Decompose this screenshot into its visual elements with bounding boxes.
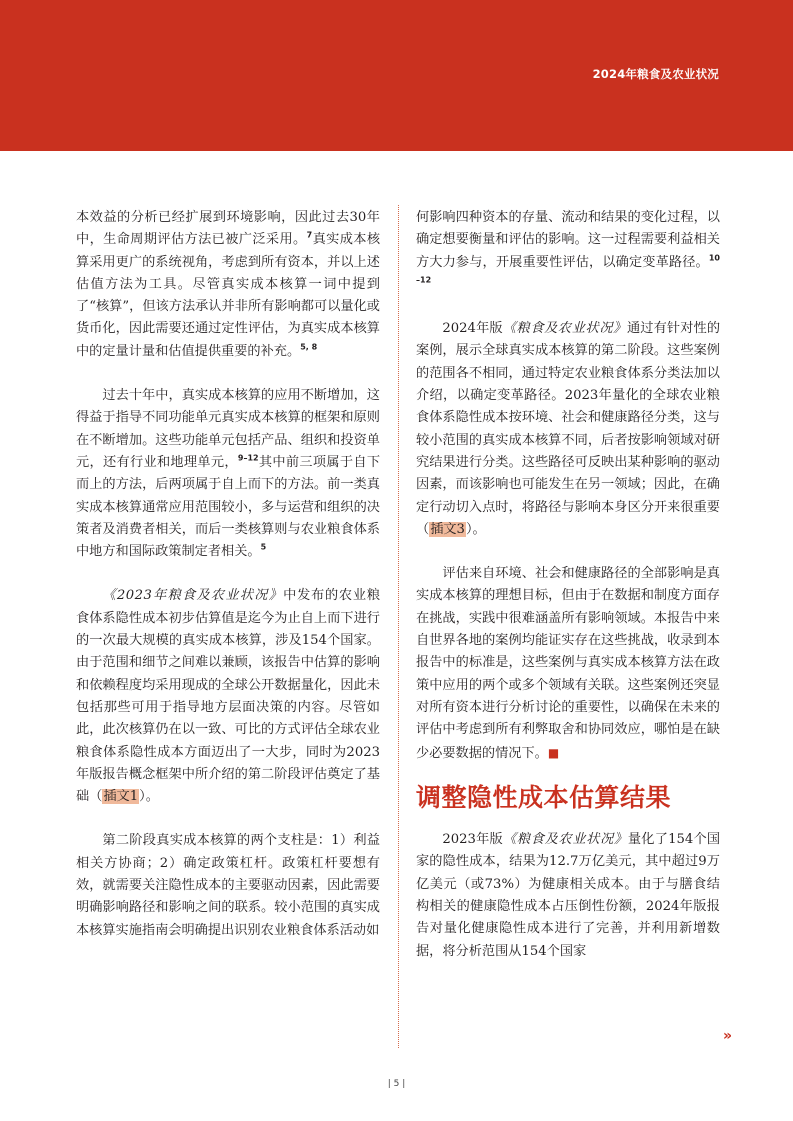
paragraph [76, 830, 380, 941]
paragraph [76, 207, 380, 363]
paragraph-text: 真实成本核算采用更广的系统视角，考虑到所有资本，并以上述估值方法为工具。尽管真实成本核算一词中提到了“核算”，但该方法承认并非所有影响都可以量化或货币化，因此需要还通过定性评估，为真实成本核算中的定量计量和估值提供重要的补充。 [76, 232, 381, 359]
paragraph [416, 318, 720, 541]
paragraph-text: 过去十年中，真实成本核算的应用不断增加，这得益于指导不同功能单元真实成本核算的框架和原则在不断增加。这些功能单元包括产品、组织和投资单元，还有行业和地理单元， [76, 388, 380, 470]
page-number: | 5 | [387, 1079, 406, 1089]
section-heading: 调整隐性成本估算结果 [416, 782, 672, 812]
box-link-1[interactable]: 插文1 [103, 789, 139, 805]
footnote-ref[interactable]: 7 [306, 230, 313, 240]
paragraph-text: 中发布的农业粮食体系隐性成本初步估算值是迄今为止自上而下进行的一次最大规模的真实成本核算，涉及154个国家。由于范围和细节之间难以兼顾，该报告中估算的影响和依赖程度均采用现成的全球公开数据量化，因此未包括那些可用于指导地方层面决策的内容。尽管如此，此次核算仍在以一致、可比的方式评估全球农业粮食体系隐性成本方面迈出了一大步，同时为2023年版报告概念框架中所介绍的第二阶段评估奠定了基础（ [76, 588, 381, 805]
paragraph-text: 2023年版 [442, 832, 503, 848]
paragraph [416, 829, 720, 963]
paragraph-text: 通过有针对性的案例，展示全球真实成本核算的第二阶段。这些案例的范围各不相同，通过特定农业粮食体系分类法加以介绍，以确定变革路径。2023年量化的全球农业粮食体系隐性成本按环境、社会和健康路径分类，这与较小范围的真实成本核算不同，后者按影响领域对研究结果进行分类。这些路径可反映出某种影响的驱动因素，而该影响也可能发生在另一领域；因此，在确定行动切入点时，将路径与影响本身区分开来很重要（ [416, 321, 721, 537]
right-column [416, 207, 720, 985]
paragraph-text: 量化了154个国家的隐性成本，结果为12.7万亿美元，其中超过9万亿美元（或73%）为健康相关成本。由于与膳食结构相关的健康隐性成本占压倒性份额，2024年版报告对量化健康隐性成本进行了完善，并利用新增数据，将分析范围从154个国家 [416, 832, 721, 959]
box-link-3[interactable]: 插文3 [430, 521, 465, 537]
footnote-ref[interactable]: 5 [260, 542, 267, 552]
paragraph-text: 2024年版 [442, 321, 503, 337]
footnote-ref[interactable]: 10–12 [416, 253, 720, 285]
paragraph-text: 评估来自环境、社会和健康路径的全部影响是真实成本核算的理想目标，但由于在数据和制度方面存在挑战，实践中很难涵盖所有影响领域。本报告中来自世界各地的案例均能证实存在这些挑战，收录到本报告中的标准是，这些案例与真实成本核算方法在政策中应用的两个或多个领域有关联。这些案例还突显对所有资本进行分析讨论的重要性，以确保在未来的评估中考虑到所有利弊取舍和协同效应，哪怕是在缺少必要数据的情况下。 [416, 566, 720, 761]
left-column [76, 207, 380, 964]
continue-arrow-icon[interactable]: » [723, 1028, 733, 1044]
paragraph-text: 本效益的分析已经扩展到环境影响，因此过去30年中，生命周期评估方法已被广泛采用。 [76, 210, 380, 248]
publication-title: 《粮食及农业状况》 [502, 321, 627, 337]
paragraph [416, 563, 720, 765]
paragraph [76, 585, 380, 808]
footnote-ref[interactable]: 9–12 [237, 453, 259, 463]
header-band [0, 0, 793, 151]
paragraph-text: ）。 [465, 521, 486, 537]
publication-title: 《粮食及农业状况》 [502, 832, 628, 848]
paragraph [76, 385, 380, 563]
column-divider [398, 205, 399, 1048]
paragraph-text: 何影响四种资本的存量、流动和结果的变化过程，以确定想要衡量和评估的影响。这一过程需要利益相关方大力参与，开展重要性评估，以确定变革路径。 [416, 210, 720, 270]
publication-title: 《2023年粮食及农业状况》 [102, 588, 284, 604]
footnote-ref[interactable]: 5, 8 [300, 342, 318, 352]
paragraph-text: 第二阶段真实成本核算的两个支柱是：1）利益相关方协商；2）确定政策杠杆。政策杠杆要想有效，就需要关注隐性成本的主要驱动因素，因此需要明确影响路径和影响之间的联系。较小范围的真实成本核算实施指南会明确提出识别农业粮食体系活动如 [76, 833, 380, 938]
report-title: 2024年粮食及农业状况 [592, 67, 719, 81]
paragraph-text: 其中前三项属于自下而上的方法，后两项属于自上而下的方法。前一类真实成本核算通常应用范围较小，多与运营和组织的决策者及消费者相关，而后一类核算则与农业粮食体系中地方和国际政策制定者相关。 [76, 454, 381, 560]
paragraph-text: ）。 [139, 789, 159, 805]
paragraph [416, 207, 720, 296]
end-mark-icon: ■ [547, 745, 560, 760]
